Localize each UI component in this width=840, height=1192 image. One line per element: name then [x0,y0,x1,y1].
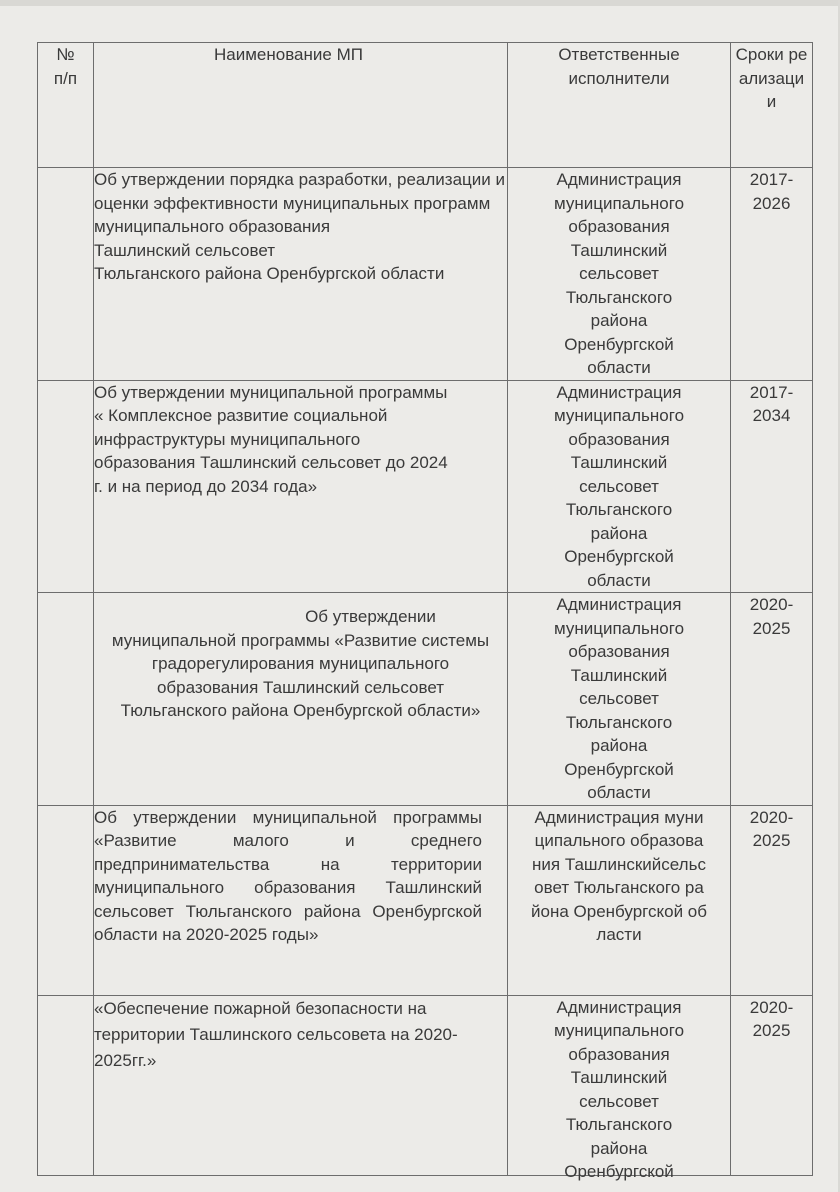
term-text: 2017-2034 [749,382,794,425]
responsible-cell [508,805,731,995]
program-name-cell [94,805,508,995]
responsible-text: Администрация муниципального образования Ташлинский сельсовет Тюльганского района Оренбургской области [553,595,685,802]
term-cell [731,995,813,1175]
term-text: 2020-2025 [749,807,794,850]
term-cell [731,168,813,381]
program-name: Об утверждении муниципальной программы «Развитие малого и среднего предпринимательства на территории муниципального образования Ташлинский сельсовет Тюльганского района Оренбургской области на 2020-2025 годы» [94,807,482,944]
table-row [38,380,813,593]
table-row [38,593,813,806]
program-name-cell [94,380,508,593]
program-name-cell [94,995,508,1175]
term-cell [731,380,813,593]
table-row [38,995,813,1175]
program-name: Об утверждении порядка разработки, реализации и оценки эффективности муниципальных программ муниципального образования Ташлинский сельсовет Тюльганского района Оренбургской области [94,170,505,283]
header-responsible-text: Ответственные исполнители [558,45,680,88]
program-name-cell [94,168,508,381]
term-cell [731,805,813,995]
term-text: 2017-2026 [749,170,794,213]
program-name-cell [94,593,508,806]
responsible-cell [508,995,731,1181]
responsible-text: Администрация муниципального образования Ташлинский сельсовет Тюльганского района Оренбургской области [553,170,685,377]
header-name: Наименование МП [94,43,508,168]
program-name: Об утверждении муниципальной программы « Комплексное развитие социальной инфраструктуры муниципального образования Ташлинский сельсовет до 2024 г. и на период до 2034 года» [94,382,448,496]
program-name: Об утверждении муниципальной программы «Развитие системы градорегулирования муниципального образования Ташлинский сельсовет Тюльганского района Оренбургской области» [111,607,490,720]
programs-table [37,42,813,1181]
term-text: 2020-2025 [749,997,794,1040]
row-num-cell [38,593,94,806]
header-term [731,43,813,168]
table-row [38,168,813,381]
page-top-edge [0,0,840,6]
header-responsible [508,43,731,168]
responsible-cell [508,168,731,381]
row-num-cell [38,805,94,995]
responsible-cell [508,593,731,806]
row-num-cell [38,168,94,381]
header-term-text: Сроки реализации [735,45,808,111]
program-name: «Обеспечение пожарной безопасности на территории Ташлинского сельсовета на 2020-2025гг.» [94,998,458,1070]
table-row [38,805,813,995]
responsible-text: Администрация муниципального образования Ташлинскийсельсовет Тюльганского района Оренбургской области [531,807,707,944]
row-num-cell [38,995,94,1175]
responsible-text: Администрация муниципального образования Ташлинский сельсовет Тюльганского района Оренбургской области [553,382,685,590]
row-num-cell [38,380,94,593]
header-num-text: № п/п [53,45,78,88]
table-header-row [38,43,813,168]
term-cell [731,593,813,806]
header-num [38,43,94,168]
responsible-text: Администрация муниципального образования Ташлинский сельсовет Тюльганского района Оренбургской [553,997,685,1181]
responsible-cell [508,380,731,593]
term-text: 2020-2025 [749,595,794,638]
